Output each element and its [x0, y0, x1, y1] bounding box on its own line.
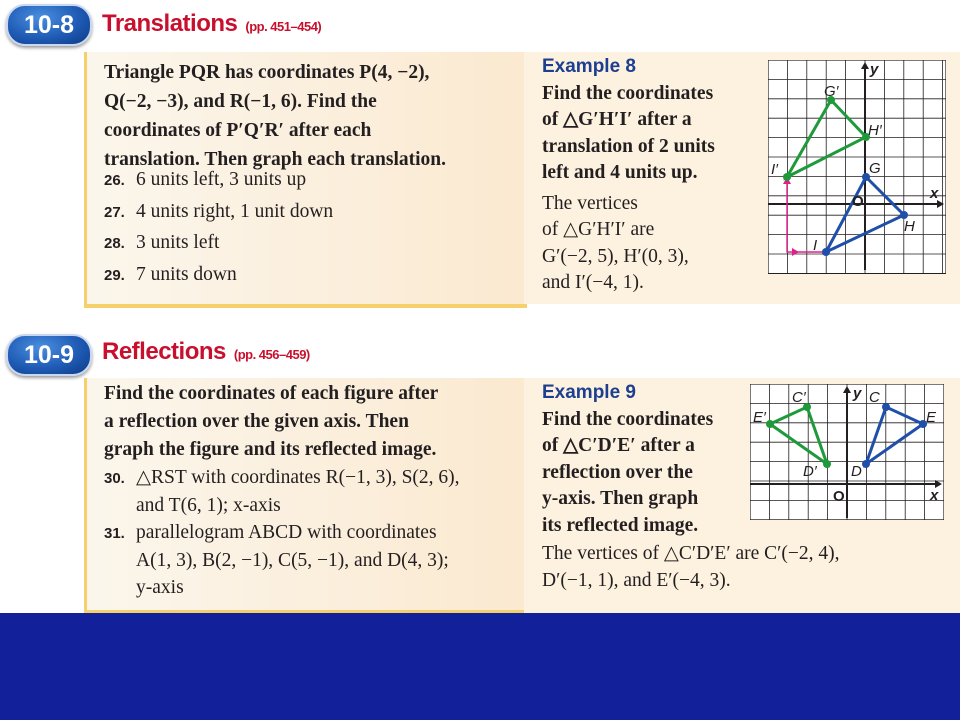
instructions: [104, 380, 438, 464]
example-line: of △C′D′E′ after a: [542, 435, 695, 456]
title-text: Translations: [102, 10, 238, 37]
label-i: I: [813, 237, 818, 254]
label-i-prime: I′: [771, 161, 778, 178]
instruction-line: Triangle PQR has coordinates P(4, −2),: [104, 62, 430, 83]
label-y-axis: y: [853, 385, 862, 402]
label-y-axis: y: [870, 61, 879, 78]
exercise-item: 30. △RST with coordinates R(−1, 3), S(2, 6),: [104, 467, 460, 488]
exercise-item-cont: and T(6, 1); x-axis: [136, 495, 281, 516]
exercise-item-cont: A(1, 3), B(2, −1), C(5, −1), and D(4, 3);: [136, 550, 449, 571]
lesson-badge: 10-9: [6, 334, 92, 376]
label-e-prime: E′: [753, 409, 766, 426]
instruction-line: coordinates of P′Q′R′ after each: [104, 120, 372, 141]
label-d: D: [851, 463, 862, 480]
example-line: Find the coordinates: [542, 408, 714, 430]
example-line: left and 4 units up.: [542, 162, 698, 183]
example-label: Example 9: [542, 382, 636, 403]
label-e: E: [926, 409, 937, 426]
section-title: [102, 338, 310, 366]
label-g: G: [869, 160, 881, 177]
instruction-line: translation. Then graph each translation.: [104, 149, 447, 170]
label-origin: O: [833, 488, 845, 505]
answer-line: The vertices: [542, 192, 638, 214]
lesson-badge: 10-8: [6, 4, 92, 46]
label-origin: O: [852, 193, 864, 210]
instruction-line: Q(−2, −3), and R(−1, 6). Find the: [104, 91, 377, 112]
answer-line: D′(−1, 1), and E′(−4, 3).: [542, 569, 731, 591]
example-line: its reflected image.: [542, 514, 699, 536]
answer-line: The vertices of △C′D′E′ are C′(−2, 4),: [542, 543, 840, 564]
label-h-prime: H′: [868, 122, 882, 139]
reflection-graph: [750, 384, 944, 520]
example-label: Example 8: [542, 56, 636, 77]
answer-line: of △G′H′I′ are: [542, 219, 655, 240]
example-line: Find the coordinates: [542, 82, 714, 104]
exercise-list: [104, 464, 460, 601]
title-text: Reflections: [102, 338, 226, 365]
instruction-line: Find the coordinates of each figure after: [104, 383, 439, 404]
example-line: y-axis. Then graph: [542, 488, 699, 509]
label-x-axis: x: [930, 185, 939, 202]
page-range: (pp. 456–459): [233, 347, 310, 362]
exercise-item: 29. 7 units down: [104, 263, 237, 285]
instruction-line: a reflection over the given axis. Then: [104, 411, 409, 432]
exercise-item: 28. 3 units left: [104, 232, 220, 253]
exercise-item: 31. parallelogram ABCD with coordinates: [104, 522, 437, 543]
label-x-axis: x: [930, 487, 939, 504]
page-range: (pp. 451–454): [245, 19, 322, 34]
label-g-prime: G′: [824, 83, 839, 100]
label-h: H: [904, 218, 915, 235]
answer-line: G′(−2, 5), H′(0, 3),: [542, 245, 689, 267]
exercise-item: 26. 6 units left, 3 units up: [104, 169, 307, 190]
instruction-line: graph the figure and its reflected image.: [104, 439, 437, 460]
footer-bar: [0, 613, 960, 720]
example-line: of △G′H′I′ after a: [542, 109, 692, 130]
exercise-item-cont: y-axis: [136, 577, 184, 598]
label-c: C: [869, 389, 880, 406]
exercise-item: 27. 4 units right, 1 unit down: [104, 200, 334, 222]
example-line: reflection over the: [542, 461, 693, 483]
label-d-prime: D′: [803, 463, 817, 480]
answer-line: and I′(−4, 1).: [542, 272, 644, 293]
label-c-prime: C′: [792, 389, 806, 406]
example-line: translation of 2 units: [542, 135, 715, 157]
